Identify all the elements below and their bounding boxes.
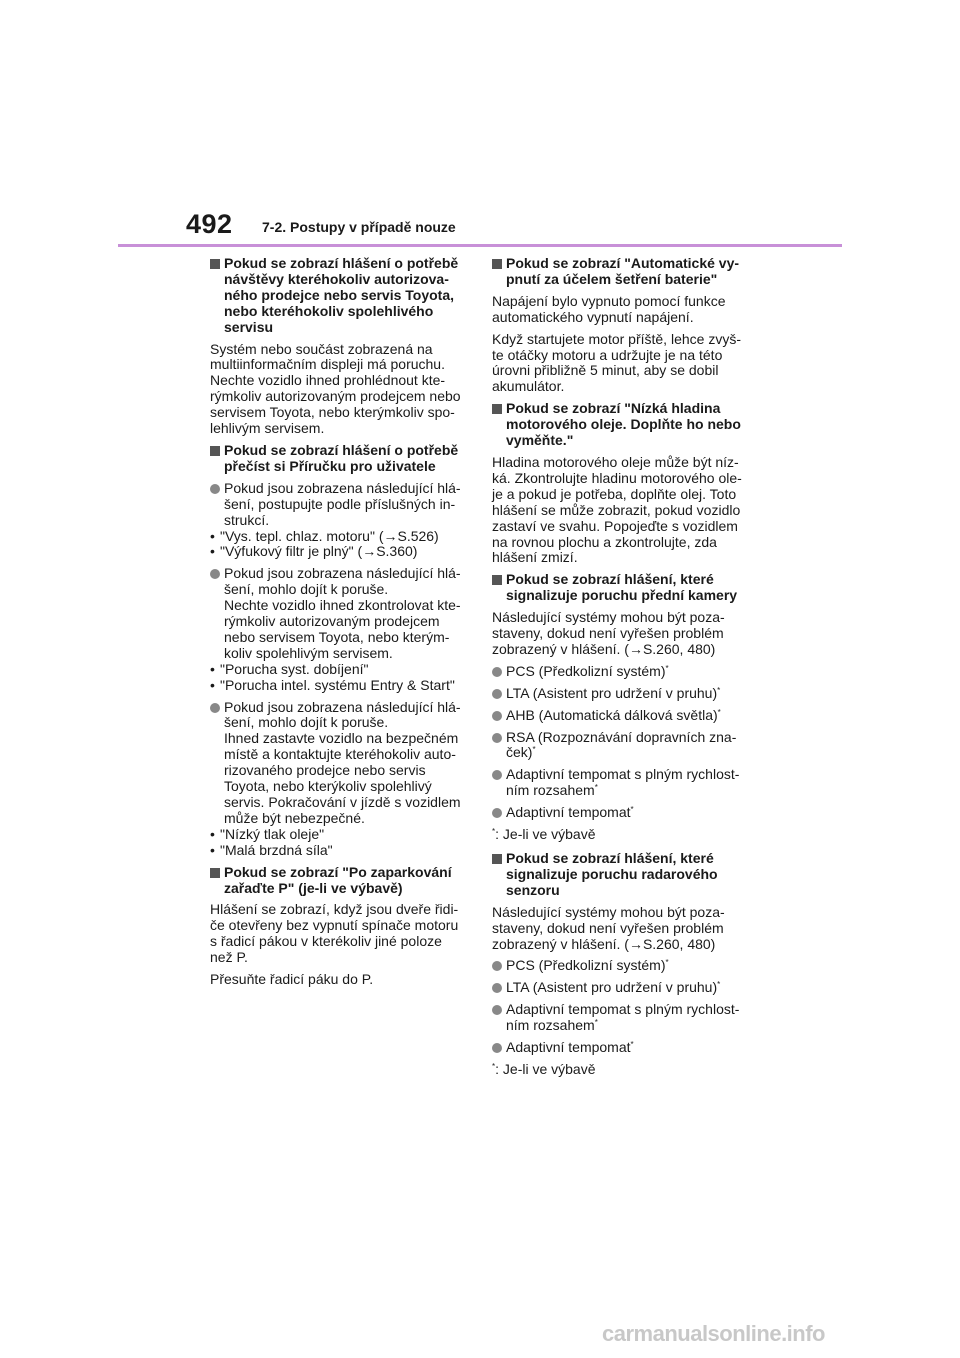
heading-line: Pokud se zobrazí hlášení o potřebě [224,255,459,271]
footnote-marker: * [594,1018,598,1028]
heading-square-icon [210,446,220,456]
footnote-marker: * [594,783,598,793]
text-line: Pokud jsou zobrazena následující hlá- [224,565,461,582]
reference-item: • "Porucha syst. dobíjení" [210,662,464,678]
text-line: nebo servisem Toyota, nebo kterým- [224,628,450,645]
text-line: šení, postupujte podle příslušných in- [224,495,456,512]
page-number: 492 [186,209,233,239]
bullet-dot-icon [210,484,220,494]
text-line: Adaptivní tempomat* [506,804,634,821]
text-line: servisem Toyota, nebo kterýmkoliv spo- [210,404,455,421]
footnote-marker: * [630,1040,634,1050]
bullet-item [492,708,746,724]
text-line: Ihned zastavte vozidlo na bezpečném [224,730,459,747]
text-line: Hladina motorového oleje může být níz- [492,453,739,470]
reference-list [210,827,464,859]
bullet-dot-icon [210,703,220,713]
reference-item: • "Porucha intel. systému Entry & Start" [210,678,464,694]
text-line: Toyota, nebo kterýkoliv spolehlivý [224,778,432,795]
heading-square-icon [210,868,220,878]
bullet-item [492,980,746,996]
paragraph [492,905,746,953]
section-title: 7-2. Postupy v případě nouze [262,219,456,235]
text-line: s řadicí pákou v kterékoliv jiné poloze [210,933,442,950]
bullet-item [492,805,746,821]
bullet-item [210,481,464,529]
footnote-text: : Je-li ve výbavě [495,826,596,843]
section-heading [492,401,746,449]
heading-line: signalizuje poruchu přední kamery [506,587,738,604]
text-line: lehlivým servisem. [210,420,325,437]
text-line: Následující systémy mohou být poza- [492,609,725,626]
section-heading [210,256,464,336]
text-line: multiinformačním displeji má poruchu. [210,356,445,373]
section-heading [210,443,464,475]
bullet-dot-icon [492,689,502,699]
bullet-item [210,566,464,661]
text-line: může být nebezpečné. [224,809,365,826]
heading-line: ného prodejce nebo servis Toyota, [224,286,455,303]
text-line: Hlášení se zobrazí, když jsou dveře řidi- [210,901,459,918]
reference-item: • "Výfukový filtr je plný" (→S.360) [210,544,464,560]
left-column [210,256,464,994]
paragraph [210,902,464,966]
text-line: servis. Pokračování v jízdě s vozidlem [224,794,461,810]
text-line: Napájení bylo vypnuto pomocí funkce [492,292,726,309]
paragraph [492,455,746,566]
footnote [492,827,746,843]
text-line: rýmkoliv autorizovaným prodejcem [224,613,440,630]
text-line: zobrazený v hlášení. (→S.260, 480) [492,640,716,657]
footnote-marker: * [492,827,496,837]
heading-line: Pokud se zobrazí hlášení, které [506,850,714,866]
heading-line: signalizuje poruchu radarového [506,865,718,882]
bullet-dot-icon [492,1005,502,1015]
reference-item: • "Vys. tepl. chlaz. motoru" (→S.526) [210,529,464,545]
heading-square-icon [492,854,502,864]
right-column [492,256,746,1086]
bullet-item [492,958,746,974]
heading-line: přečíst si Příručku pro uživatele [224,457,436,474]
text-line: PCS (Předkolizní systém)* [506,662,669,679]
text-line: RSA (Rozpoznávání dopravních zna- [506,728,737,745]
text-line: ká. Zkontrolujte hladinu motorového ole- [492,469,742,486]
text-line: koliv spolehlivým servisem. [224,644,393,661]
section-heading [492,572,746,604]
text-line: staveny, dokud není vyřešen problém [492,625,724,642]
footnote-marker: * [492,1061,496,1071]
text-line: strukcí. [224,511,270,528]
bullet-item [492,686,746,702]
heading-line: pnutí za účelem šetření baterie" [506,270,718,287]
footnote-marker: * [665,663,669,673]
text-line: akumulátor. [492,378,565,395]
bullet-dot-icon [492,711,502,721]
section-heading [492,256,746,288]
footnote-marker: * [717,980,721,990]
heading-line: Pokud se zobrazí "Po zaparkování [224,863,452,880]
text-line: Nechte vozidlo ihned prohlédnout kte- [210,372,446,389]
text-line: šení, mohlo dojít k poruše. [224,714,389,731]
text-line: šení, mohlo dojít k poruše. [224,581,389,598]
bullet-item [492,767,746,799]
text-line: automatického vypnutí napájení. [492,308,694,325]
header-rule [118,244,842,247]
text-line: rýmkoliv autorizovaným prodejcem nebo [210,388,461,405]
heading-square-icon [210,259,220,269]
text-line: Následující systémy mohou být poza- [492,903,725,920]
heading-line: návštěvy kteréhokoliv autorizova- [224,270,449,287]
text-line: staveny, dokud není vyřešen problém [492,919,724,936]
bullet-item [492,730,746,762]
reference-item: • "Malá brzdná síla" [210,843,464,859]
footnote-marker: * [665,958,669,968]
heading-square-icon [492,404,502,414]
paragraph: Přesuňte řadicí páku do P. [210,971,374,988]
text-line: Systém nebo součást zobrazená na [210,340,433,357]
reference-list [210,662,464,694]
text-line: Adaptivní tempomat s plným rychlost- [506,1001,740,1018]
paragraph [210,342,464,437]
text-line: je a pokud je potřeba, doplňte olej. Toto [492,485,737,502]
paragraph [492,294,746,326]
heading-line: senzoru [506,881,560,898]
text-line: ček)* [506,744,536,761]
bullet-item [492,664,746,680]
text-line: Pokud jsou zobrazena následující hlá- [224,698,461,715]
text-line: te otáčky motoru a udržujte je na této [492,346,723,363]
text-line: Adaptivní tempomat* [506,1039,634,1056]
text-line: PCS (Předkolizní systém)* [506,957,669,974]
bullet-dot-icon [492,808,502,818]
footnote-text: : Je-li ve výbavě [495,1060,596,1077]
reference-list [210,529,464,561]
text-line: Adaptivní tempomat s plným rychlost- [506,766,740,783]
text-line: LTA (Asistent pro udržení v pruhu)* [506,684,721,701]
text-line: LTA (Asistent pro udržení v pruhu)* [506,979,721,996]
text-line: na rovnou plochu a zkontrolujte, zda [492,533,717,550]
reference-item: • "Nízký tlak oleje" [210,827,464,843]
heading-line: vyměňte." [506,432,574,449]
footnote-marker: * [630,805,634,815]
bullet-dot-icon [492,733,502,743]
bullet-item [210,700,464,827]
text-line: Pokud jsou zobrazena následující hlá- [224,479,461,496]
heading-line: Pokud se zobrazí "Automatické vy- [506,255,740,271]
heading-square-icon [492,259,502,269]
text-line: ním rozsahem* [506,782,598,799]
heading-line: Pokud se zobrazí hlášení, které [506,571,714,588]
bullet-dot-icon [492,770,502,780]
text-line: než P. [210,949,248,966]
bullet-dot-icon [492,667,502,677]
text-line: rizovaného prodejce nebo servis [224,762,426,779]
heading-square-icon [492,575,502,585]
heading-line: motorového oleje. Doplňte ho nebo [506,416,741,433]
heading-line: Pokud se zobrazí "Nízká hladina [506,400,721,417]
footnote-marker: * [717,707,721,717]
text-line: Když startujete motor příště, lehce zvyš- [492,330,741,347]
paragraph [492,332,746,396]
heading-line: zařaďte P" (je-li ve výbavě) [224,879,403,896]
text-line: místě a kontaktujte kteréhokoliv auto- [224,746,456,763]
section-heading [210,865,464,897]
bullet-dot-icon [492,961,502,971]
watermark: carmanualsonline.info [602,1321,825,1346]
text-line: hlášení zmizí. [492,549,578,566]
text-line: če otevřeny bez vypnutí spínače motoru [210,917,459,934]
footnote-marker: * [717,685,721,695]
text-line: úrovni přibližně 5 minut, aby se dobil [492,362,719,379]
text-line: zobrazený v hlášení. (→S.260, 480) [492,935,716,952]
text-line: AHB (Automatická dálková světla)* [506,706,721,723]
footnote-marker: * [532,745,536,755]
text-line: Nechte vozidlo ihned zkontrolovat kte- [224,597,461,614]
text-line: zastaví ve svahu. Popojeďte s vozidlem [492,517,738,534]
heading-line: nebo kteréhokoliv spolehlivého [224,302,434,319]
text-line: ním rozsahem* [506,1017,598,1034]
bullet-dot-icon [492,1043,502,1053]
bullet-item [492,1040,746,1056]
section-heading [492,851,746,899]
bullet-item [492,1002,746,1034]
paragraph [492,610,746,658]
bullet-dot-icon [210,569,220,579]
heading-line: Pokud se zobrazí hlášení o potřebě [224,441,459,458]
bullet-dot-icon [492,983,502,993]
text-line: hlášení se může zobrazit, pokud vozidlo [492,501,741,518]
heading-line: servisu [224,318,274,335]
footnote [492,1062,746,1078]
